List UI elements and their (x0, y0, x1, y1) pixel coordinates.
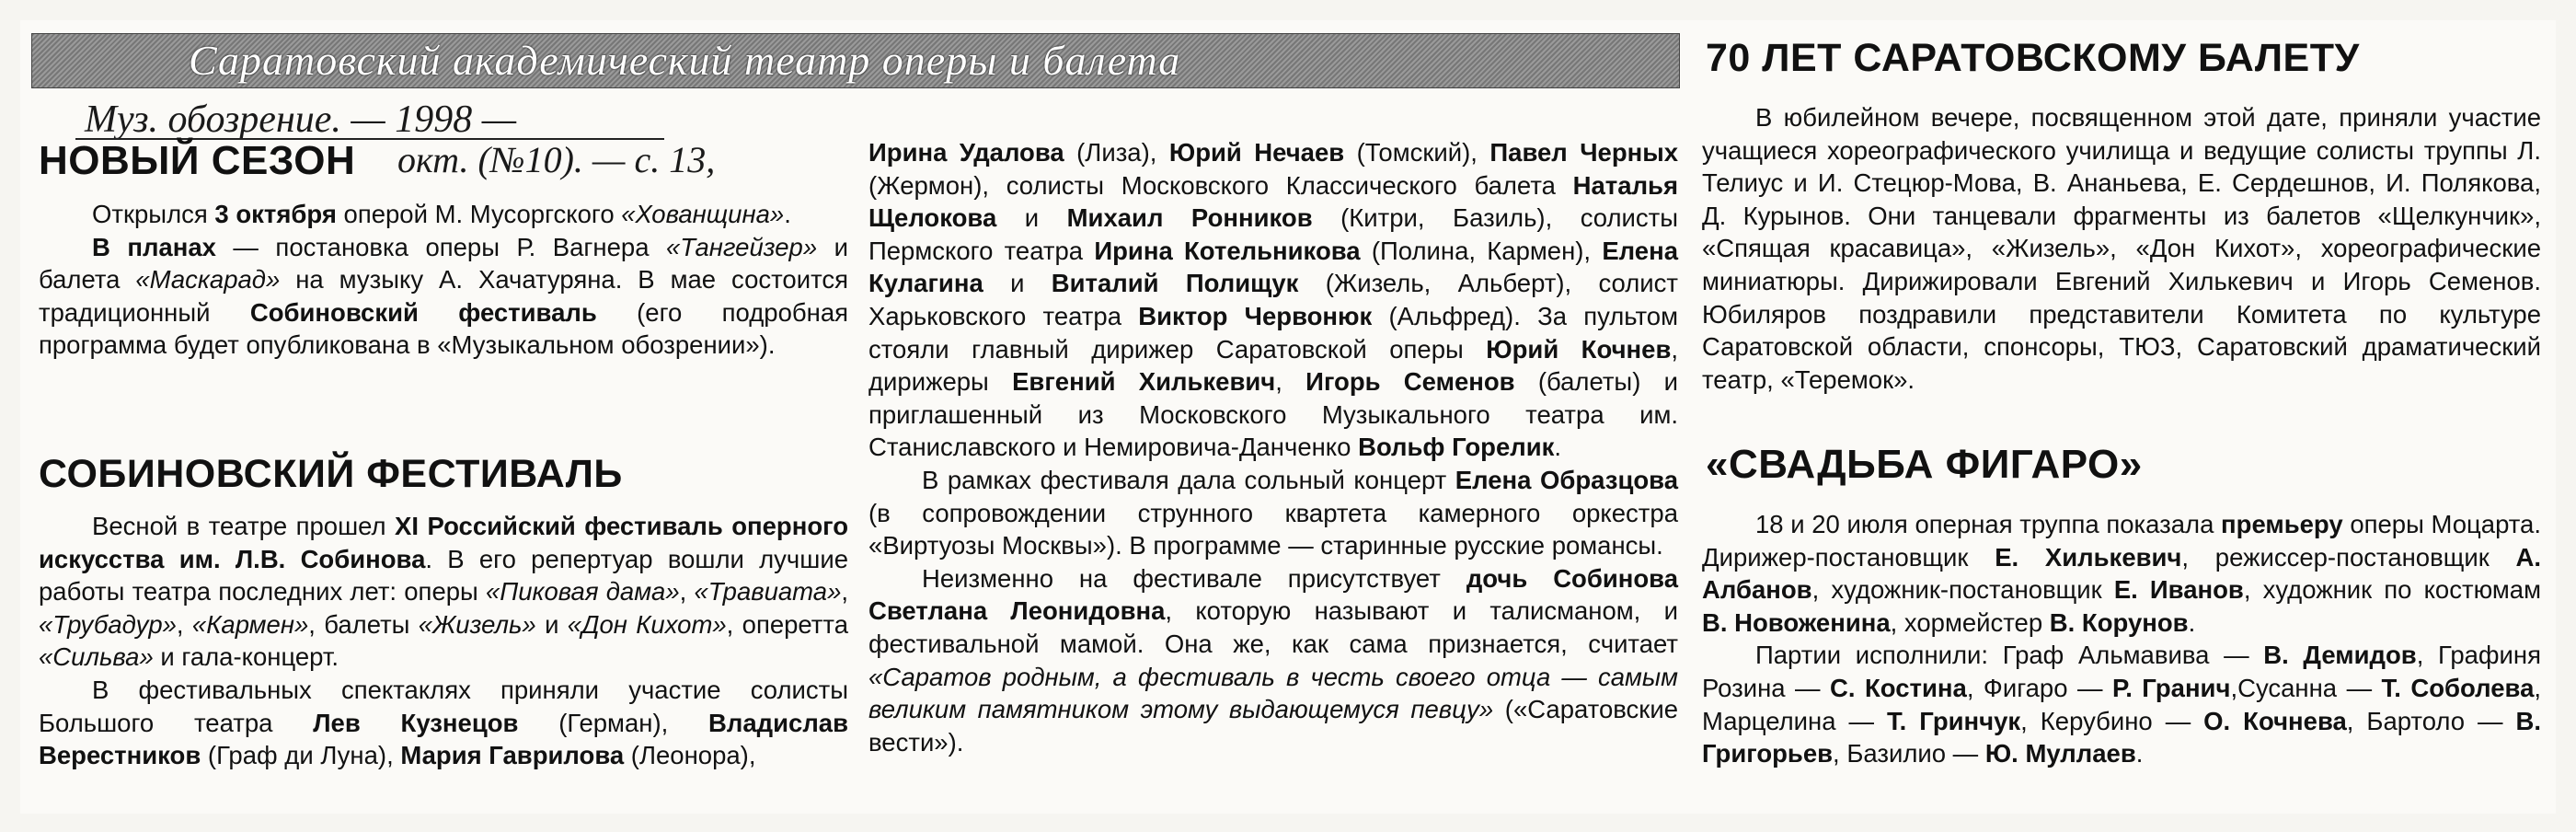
text-run: (Полина, Кармен), (1360, 236, 1603, 265)
italic-text: «Саратов родным, а фестиваль в честь своего отца — самым великим памятником этому выдающемуся певцу» (868, 662, 1678, 724)
italic-text: «Кармен» (191, 609, 309, 639)
text-run: и (983, 269, 1052, 298)
text-run: (Жизель, Альберт), солист Харьковского театра (868, 269, 1678, 330)
text-run: , (841, 577, 849, 607)
text-run: , художник по костюмам (2243, 575, 2541, 605)
paragraph (868, 136, 1678, 464)
paragraph (39, 231, 848, 362)
text-run: , Графиня Розина — (1702, 641, 2541, 702)
text-run: , Бартоло — (2346, 706, 2516, 735)
newspaper-clipping (20, 20, 2556, 814)
bold-text: В планах (92, 232, 216, 261)
text-run: , Базилио — (1833, 739, 1985, 768)
text-run: (Жермон), солисты Московского Классического балета (868, 170, 1573, 200)
heading-70-years-ballet: 70 ЛЕТ САРАТОВСКОМУ БАЛЕТУ (1706, 36, 2360, 80)
paragraph (1702, 508, 2541, 639)
bold-text: Ирина Удалова (868, 138, 1064, 167)
text-run: (в сопровождении струнного квартета камерного оркестра «Виртуозы Москвы»). В программе — старинные русские романсы. (868, 498, 1678, 560)
text-run: Весной в театре прошел (92, 512, 396, 540)
bold-text: Т. Соболева (2381, 673, 2535, 702)
bold-text: XI Российский фестиваль оперного искусства им. Л.В. Собинова (39, 512, 849, 573)
paragraph (868, 464, 1678, 562)
text-run: и (996, 203, 1067, 233)
text-run: , (176, 609, 192, 639)
bold-text: Юрий Кочнев (1486, 334, 1672, 364)
banner (31, 33, 1680, 88)
heading-figaro-wedding: «СВАДЬБА ФИГАРО» (1706, 442, 2143, 487)
bold-text: Игорь Семенов (1305, 367, 1515, 397)
bold-text: В. Новоженина (1702, 607, 1891, 637)
text-run: 18 и 20 июля оперная труппа показала (1755, 510, 2222, 538)
bold-text: Лев Кузнецов (313, 708, 519, 737)
paragraph (39, 674, 848, 772)
text-run: В рамках фестиваля дала сольный концерт (922, 465, 1455, 494)
text-run: Неизменно на фестивале присутствует (922, 563, 1466, 593)
bold-text: премьеру (2221, 510, 2343, 538)
text-run: , Фигаро — (1966, 673, 2112, 702)
bold-text: Евгений Хилькевич (1012, 367, 1276, 397)
paragraph (1702, 639, 2541, 769)
italic-text: «Травиата» (694, 577, 842, 607)
text-run: (Леонора), (624, 741, 756, 770)
text-run: В фестивальных спектаклях приняли участие солисты Большого театра (39, 675, 848, 737)
heading-sobinov-festival: СОБИНОВСКИЙ ФЕСТИВАЛЬ (39, 452, 623, 496)
text-run: (Лиза), (1064, 138, 1169, 167)
text-run: , которую называют и талисманом, и фестивальной мамой. Она же, как сама признается, считает (868, 596, 1678, 658)
text-run: Открылся (92, 200, 215, 228)
bold-text: 3 октября (214, 200, 337, 228)
bold-text: Владислав Верестников (39, 708, 848, 770)
text-run: . В его репертуар вошли лучшие работы театра последних лет: оперы (39, 544, 848, 607)
text-run: Партии исполнили: Граф Альмавива — (1755, 641, 2264, 670)
bold-text: Виктор Червонюк (1138, 301, 1373, 330)
column-2 (868, 136, 1678, 758)
bold-text: Юрий Нечаев (1168, 138, 1345, 167)
bold-text: Мария Гаврилова (400, 741, 625, 770)
text-run: , хормейстер (1890, 607, 2050, 637)
text-run: (балеты) и приглашенный из Московского Музыкального театра им. Станиславского и Немировича-Данченко (868, 367, 1678, 462)
text-run: и гала-концерт. (153, 642, 339, 672)
handwritten-note-line2: окт. (№10). — с. 13, (397, 139, 716, 180)
text-run: (Альфред). За пультом стояли главный дирижер Саратовской оперы (868, 301, 1678, 364)
text-run: — постановка оперы Р. Вагнера (215, 232, 666, 261)
bold-text: Р. Гранич (2111, 673, 2231, 702)
text-run: В юбилейном вечере, посвященном этой дате, приняли участие учащиеся хореографического училища и ведущие солисты труппы Л. Телиус и И. Стецюр-Мова, В. Ананьева, Е. Сердешнов, И. Полякова, Д. Курынов. Они танцевали фрагменты из балетов «Щелкунчик», «Спящая красавица», «Жизель», «Дон Кихот», хореографические миниатюры. Дирижировали Евгений Хилькевич и Игорь Семенов. Юбиляров поздравили представители Комитета по культуре Саратовской области, спонсоры, ТЮЗ, Саратовский драматический театр, «Теремок». (1702, 103, 2541, 394)
italic-text: «Дон Кихот» (567, 609, 727, 639)
bold-text: Елена Кулагина (868, 236, 1678, 298)
italic-text: «Тангейзер» (666, 232, 818, 261)
bold-text: Виталий Полищук (1051, 269, 1299, 298)
italic-text: «Маскарад» (135, 265, 281, 295)
bold-text: В. Корунов (2049, 607, 2189, 637)
banner-title: Саратовский академический театр оперы и балета (189, 37, 1181, 84)
bold-text: Михаил Ронников (1066, 203, 1313, 233)
bold-text: Наталья Щелокова (868, 170, 1678, 233)
text-run: оперой М. Мусоргского (336, 200, 622, 228)
text-run: на музыку А. Хачатуряна. В мае состоится традиционный (39, 265, 849, 327)
italic-text: «Трубадур» (39, 609, 177, 639)
text-run: . (1554, 433, 1562, 462)
italic-text: «Жизель» (418, 609, 536, 639)
text-run: . (2188, 607, 2196, 637)
bold-text: С. Костина (1830, 673, 1967, 702)
italic-text: «Хованщина» (621, 200, 785, 228)
text-run: и балета (39, 232, 848, 295)
text-run: . (784, 200, 791, 228)
paragraph (868, 562, 1678, 759)
text-run: , оперетта (726, 609, 848, 639)
text-run: (его подробная программа будет опубликована в «Музыкальном обозрении»). (39, 297, 849, 360)
text-run: (Китри, Базиль), солисты Пермского театра (868, 203, 1678, 265)
text-run: , балеты (308, 609, 419, 639)
bold-text: В. Григорьев (1702, 706, 2541, 768)
text-run: , Марцелина — (1702, 673, 2541, 735)
text-run: («Саратовские вести»). (868, 695, 1678, 757)
bold-text: Е. Хилькевич (1995, 542, 2182, 572)
bold-text: О. Кочнева (2203, 706, 2347, 735)
bold-text: Собиновский фестиваль (249, 297, 597, 327)
paragraph (39, 510, 848, 674)
text-run: , Керубино — (2020, 706, 2204, 735)
bold-text: Елена Образцова (1455, 465, 1678, 494)
text-run: , дирижеры (868, 334, 1678, 397)
bold-text: Ю. Муллаев (1984, 739, 2136, 768)
italic-text: «Сильва» (39, 642, 154, 672)
handwritten-note-line1: Муз. обозрение. — 1998 — (85, 98, 517, 141)
text-run: , (1275, 367, 1306, 397)
paragraph (39, 198, 848, 231)
text-run: (Томский), (1344, 138, 1490, 167)
text-run: . (2135, 739, 2144, 768)
text-run: , режиссер-постановщик (2181, 542, 2516, 572)
italic-text: «Пиковая дама» (485, 577, 680, 607)
paragraph (1702, 101, 2541, 396)
text-run: , (679, 577, 695, 607)
text-run: (Граф ди Луна), (201, 741, 401, 770)
bold-text: Павел Черных (1489, 138, 1679, 167)
bold-text: Т. Гринчук (1886, 706, 2021, 735)
text-run: (Герман), (518, 708, 709, 737)
text-run: , художник-постановщик (1811, 575, 2114, 605)
bold-text: Е. Иванов (2113, 575, 2244, 605)
bold-text: А. Албанов (1702, 542, 2541, 605)
heading-new-season: НОВЫЙ СЕЗОН (39, 138, 356, 183)
text-run: и (535, 609, 568, 639)
text-run: ,Сусанна — (2230, 673, 2382, 702)
bold-text: Вольф Горелик (1358, 433, 1555, 462)
bold-text: В. Демидов (2263, 641, 2417, 670)
text-run: оперы Моцарта. Дирижер-постановщик (1702, 510, 2541, 572)
bold-text: дочь Собинова Светлана Леонидовна (868, 563, 1678, 626)
bold-text: Ирина Котельникова (1094, 236, 1361, 265)
